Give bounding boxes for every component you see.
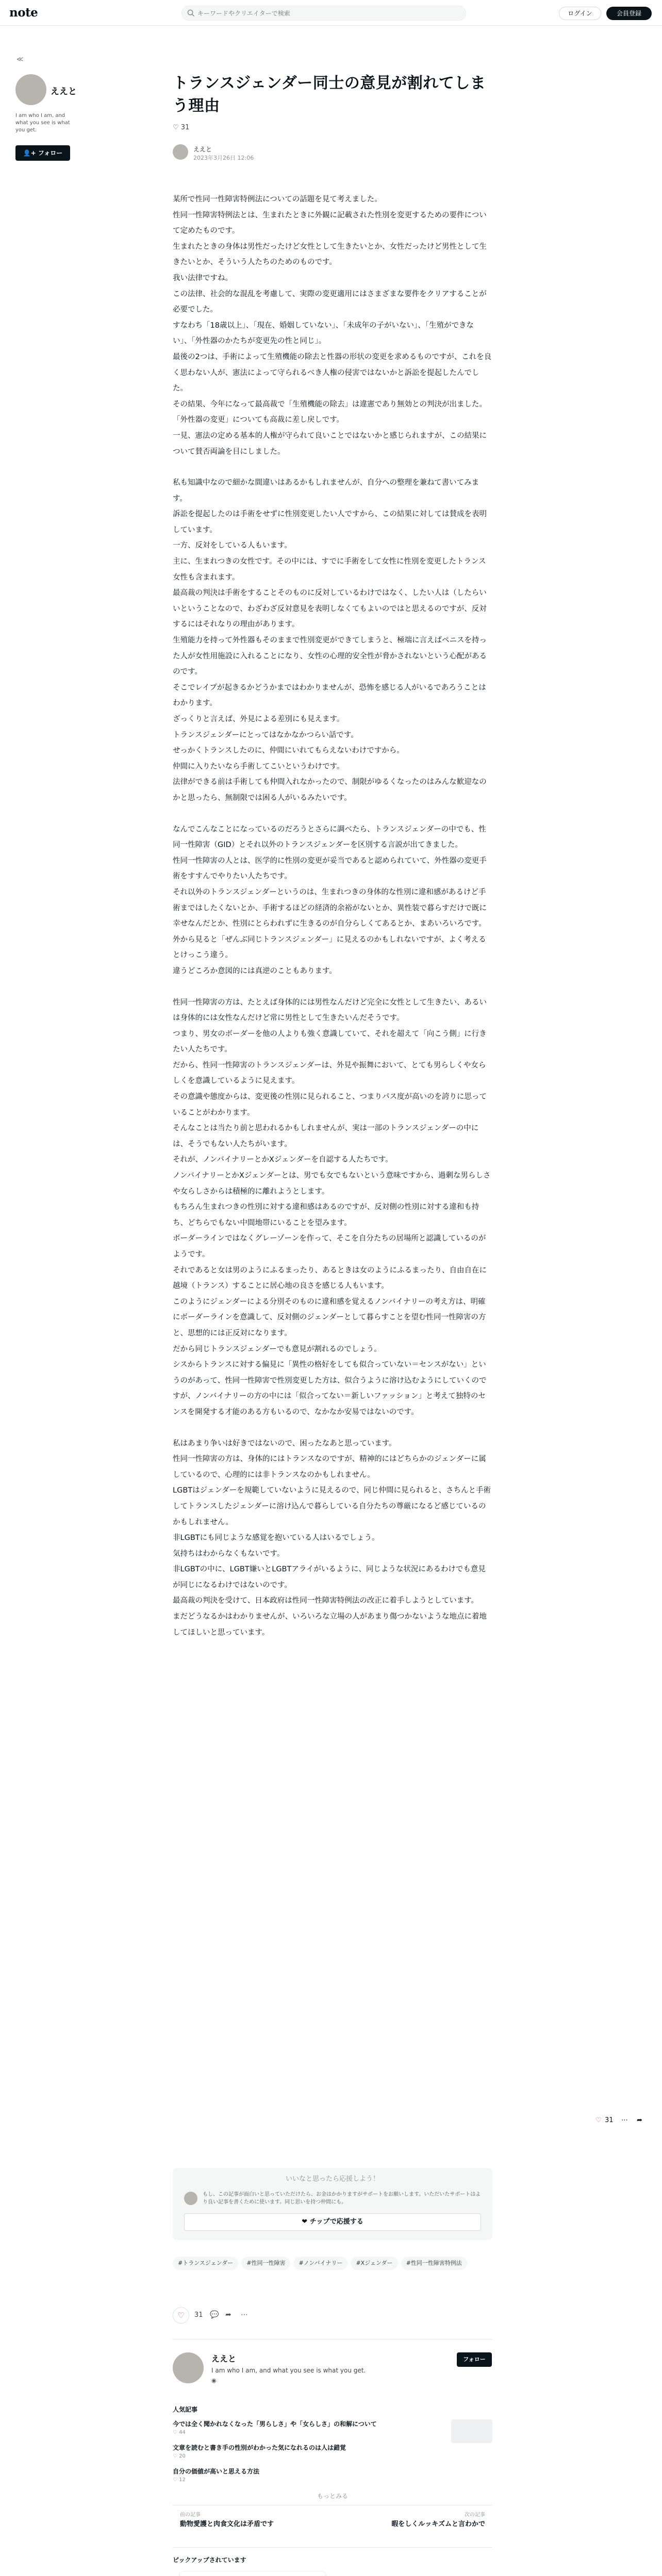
like-count: 31: [180, 124, 190, 131]
hashtag[interactable]: #ノンバイナリー: [293, 2257, 347, 2270]
author-name[interactable]: ええと: [211, 2354, 237, 2364]
hashtag-list: [173, 2257, 492, 2275]
body-paragraph: 違うどころか意図的には真逆のこともあります。: [173, 967, 337, 975]
tip-label: チップで応援する: [309, 2218, 363, 2226]
login-button[interactable]: ログイン: [559, 7, 601, 20]
magazine-heading: ピックアップされています: [173, 2556, 246, 2564]
like-count: 20: [179, 2453, 186, 2459]
body-paragraph: ボーダーラインではなくグレーゾーンを作って、そこを自分たちの居場所と認識しているのがようです。: [173, 1234, 486, 1259]
popular-heading: 人気記事: [173, 2406, 198, 2413]
avatar: [184, 2192, 197, 2205]
body-paragraph: その結果、今年になって最高裁で「生殖機能の除去」は違憲であり無効との判決が出ました。「外性器の変更」についても高裁に差し戻しです。: [173, 400, 487, 425]
body-paragraph: 性同一性障害の方は、身体的にはトランスなのですが、精神的にはどちらかのジェンダーに属しているので、心理的には非トランスなのかもしれません。: [173, 1455, 486, 1479]
body-paragraph: そこでレイプが起きるかどうかまではわかりませんが、恐怖を感じる人がいるであろうことはわかります。: [173, 683, 486, 708]
body-paragraph: 性同一性障害特例法とは、生まれたときに外観に記載された性別を変更するための要件について定めたものです。: [173, 211, 487, 235]
body-paragraph: 某所で性同一性障害特例法についての話題を見て考えました。: [173, 195, 382, 204]
hashtag[interactable]: #トランスジェンダー: [173, 2257, 238, 2270]
body-paragraph: 非LGBTの中に、LGBT嫌いとLGBTアライがいるように、同じような状況にあるわけでも意見が同じになるわけではないのです。: [173, 1565, 486, 1589]
more-link[interactable]: もっとみる: [317, 2493, 348, 2500]
publish-date: 2023年3月26日 12:06: [193, 155, 254, 161]
search-icon: [187, 9, 195, 17]
next-label: 次の記事: [465, 2512, 485, 2518]
follow-button[interactable]: [15, 145, 70, 161]
like-count-top[interactable]: [173, 124, 189, 131]
global-header: [0, 0, 662, 26]
creator-bio: I am who I am, and what you see is what you get.: [15, 113, 70, 133]
author-avatar[interactable]: [173, 2352, 204, 2383]
page-title: トランスジェンダー同士の意見が割れてしまう理由: [173, 74, 486, 115]
heart-icon: ♡: [173, 2453, 179, 2459]
popular-title: 今では全く聞かれなくなった「男らしさ」や「女らしさ」の和解について: [173, 2420, 377, 2428]
heart-icon: ♡: [173, 2430, 179, 2435]
body-paragraph: 主に、生まれつきの女性です。その中には、すでに手術をして女性に性別を変更したトランス女性も含まれます。: [173, 557, 486, 582]
heart-icon[interactable]: ♡: [173, 2307, 189, 2324]
body-paragraph: 最後の2つは、手術によって生殖機能の除去と性器の形状の変更を求めるものですが、これを良く思わない人が、憲法によって守られるべき人権の侵害ではないかと訴訟を提起したんでした。: [173, 352, 492, 393]
like-count: 31: [194, 2311, 203, 2319]
tip-icon: ❤: [302, 2218, 310, 2226]
rss-icon[interactable]: ◉: [211, 2377, 217, 2384]
popular-thumbnail: [451, 2419, 492, 2443]
body-paragraph: それが、ノンバイナリーとかXジェンダーを自認する人たちです。: [173, 1156, 393, 1164]
body-paragraph: 性同一性障害の方は、たとえば身体的には男性なんだけど完全に女性として生きたい、あるいは身体的には女性なんだけど常に男性として生きたいんだそうです。: [173, 998, 487, 1023]
body-paragraph: ノンバイナリーとかXジェンダーとは、男でも女でもないという意味ですから、過剰な男らしさや女らしさからは積極的に離れようとします。: [173, 1172, 491, 1196]
body-paragraph: せっかくトランスしたのに、仲間にいれてもらえないわけですから。: [173, 747, 404, 755]
avatar[interactable]: [15, 74, 46, 105]
search-input[interactable]: [197, 8, 455, 19]
popular-likes: [173, 2430, 186, 2435]
hashtag[interactable]: #Xジェンダー: [351, 2257, 398, 2270]
body-paragraph: この法律、社会的な混乱を考慮して、実際の変更適用にはさまざまな要件をクリアすることが必要でした。: [173, 290, 487, 314]
prev-label: 前の記事: [180, 2512, 201, 2518]
body-paragraph: シスからトランスに対する偏見に「異性の格好をしても似合っていない＝センスがない」というのがあって、性同一性障害で性別変更した方は、似合うように溶け込むようにしていくのですが、ノンバイナリーの方の中には「似合ってない＝新しいファッション」と考えて独特のセンスを開発する才能のある方もいるので、なかなか安易ではないのです。: [173, 1361, 487, 1416]
follow-label: フォロー: [38, 149, 63, 157]
popular-likes: [173, 2477, 186, 2483]
support-label: いいなと思ったら応援しよう！: [285, 2175, 379, 2183]
hashtag[interactable]: #性同一性障害: [241, 2257, 290, 2270]
body-paragraph: そんなことは当たり前と思われるかもしれませんが、実は一部のトランスジェンダーの中には、そうでもない人たちがいます。: [173, 1124, 479, 1148]
body-paragraph: 最高裁の判決を受けて、日本政府は性同一性障害特例法の改正に着手しようとしています。: [173, 1597, 479, 1605]
support-message-block: [184, 2191, 481, 2211]
tip-button[interactable]: [184, 2213, 481, 2231]
body-paragraph: もちろん生まれつきの性別に対する違和感はあるのですが、反対側の性別に対する違和も持ち、どちらでもない中間地帯にいることを望みます。: [173, 1203, 479, 1227]
body-paragraph: ざっくりと言えば、外見による差別にも見えます。: [173, 715, 344, 723]
body-paragraph: なんでこんなことになっているのだろうとさらに調べたら、トランスジェンダーの中でも、性同一性障害（GID）とそれ以外のトランスジェンダーを区別する言説が出てきました。: [173, 825, 486, 850]
paragraph-gap: [173, 806, 492, 822]
body-paragraph: 最高裁の判決は手術をすることそのものに反対しているわけではなく、したい人は（したらいいということなので、わざわざ反対意見を表明しなくてもよいのではと思えるのですが、反対するにはそれなりの理由があります。: [173, 589, 487, 629]
body-paragraph: その意識や態度からは、変更後の性別に見られること、つまりパス度が高いのを誇りに思っていることがわかります。: [173, 1093, 487, 1117]
like-count: 31: [605, 2116, 614, 2124]
body-paragraph: すなわち「18歳以上」、「現在、婚姻していない」、「未成年の子がいない」、「生殖ができない」、「外性器のかたちが変更先の性と同じ」。: [173, 321, 474, 346]
divider: [173, 2339, 492, 2340]
prev-next-nav: [173, 2510, 492, 2541]
person-plus-icon: 👤+: [23, 149, 38, 157]
more-icon[interactable]: ⋯: [621, 2116, 628, 2124]
body-paragraph: 私はあまり争いは好きではないので、困ったなあと思っています。: [173, 1439, 396, 1448]
heart-icon: ♡: [173, 124, 181, 131]
article-body: [173, 192, 492, 1640]
body-paragraph: 外から見ると「ぜんぶ同じトランスジェンダー」に見えるのかもしれないですが、よく考えるとけっこう違う。: [173, 935, 486, 960]
share-icon[interactable]: ➦: [225, 2311, 231, 2319]
signup-button[interactable]: 会員登録: [606, 7, 652, 20]
share-icon[interactable]: ➦: [637, 2116, 642, 2124]
support-message: もし、この記事が面白いと思っていただけたら、お金はかかりますがサポートをお願いします。いただいたサポートはより良い記事を書くために使います。同じ思いを持つ仲間にも。: [203, 2192, 481, 2205]
floating-actions: [595, 2116, 652, 2129]
paragraph-gap: [173, 979, 492, 995]
like-count: 44: [179, 2430, 186, 2435]
body-paragraph: LGBTはジェンダーを規範していないように見えるので、同じ仲間に見られると、さちんと手術してトランスしたジェンダーに溶け込んで暮らしている自分たちの尊厳になるど感じているのかもしれません。: [173, 1486, 491, 1527]
next-article-link[interactable]: 暇をしくルッキズムと言わかで: [391, 2520, 485, 2528]
support-box: [173, 2168, 492, 2240]
body-paragraph: トランスジェンダーにとってはなかなかつらい話です。: [173, 731, 358, 739]
body-paragraph: だから、性同一性障害のトランスジェンダーは、外見や振舞において、とても男らしくや女らしくを意識しているように見えます。: [173, 1061, 486, 1086]
body-paragraph: 私も知識中なので細かな間違いはあるかもしれませんが、自分への整理を兼ねて書いてみます。: [173, 479, 479, 503]
magazine-carousel: [173, 2572, 492, 2576]
list-item[interactable]: [173, 2467, 492, 2487]
article-actions: [173, 2307, 492, 2325]
body-paragraph: 非LGBTにも同じような感覚を抱いている人はいるでしょう。: [173, 1534, 379, 1543]
body-paragraph: このようにジェンダーによる分別そのものに違和感を覚えるノンバイナリーの考え方は、明確にボーダーラインを意識して、反対側のジェンダーとして暮らすことを望む性同一性障害の方と、思想的には正反対になります。: [173, 1297, 486, 1337]
popular-likes: [173, 2453, 186, 2459]
body-paragraph: 我い法律ですね。: [173, 274, 233, 282]
body-paragraph: 一見、憲法の定める基本的人権が守られて良いことではないかと感じられますが、この結果について賛否両論を目にしました。: [173, 431, 487, 456]
body-paragraph: 法律ができる前は手術しても仲間入れなかったので、制限がゆるくなったのはみんな歓迎なのかと思ったら、無制限では困る人がいるみたいです。: [173, 778, 487, 802]
author-bio: I am who I am, and what you see is what you get.: [211, 2367, 366, 2374]
list-item[interactable]: [173, 2443, 492, 2464]
paragraph-gap: [173, 1420, 492, 1436]
body-paragraph: だから同じトランスジェンダーでも意見が割れるのでしょう。: [173, 1345, 382, 1353]
list-item[interactable]: [173, 2419, 492, 2440]
body-paragraph: 一方、反対をしている人もいます。: [173, 541, 292, 550]
note-logo[interactable]: note: [9, 6, 38, 20]
body-paragraph: つまり、男女のボーダーを他の人よりも強く意識していて、それを超えて「向こう側」に行きたい人たちです。: [173, 1029, 487, 1054]
body-paragraph: 仲間に入りたいなら手術してこいというわけです。: [173, 762, 344, 771]
article-header: [173, 72, 492, 117]
magazine-card[interactable]: [180, 2572, 325, 2576]
heart-icon: ♡: [173, 2477, 179, 2483]
paragraph-gap: [173, 460, 492, 475]
body-paragraph: 気持ちはわからなくもないです。: [173, 1549, 285, 1558]
comment-icon[interactable]: 💬: [210, 2311, 219, 2319]
heart-icon[interactable]: ♡: [595, 2116, 602, 2124]
body-paragraph: 性同一性障害の人とは、医学的に性別の変更が妥当であると認められていて、外性器の変更手術をすすんでやりたい人たちです。: [173, 856, 487, 881]
hashtag[interactable]: #性同一性障害特例法: [401, 2257, 467, 2270]
back-link[interactable]: ≪: [16, 56, 24, 63]
prev-article-link[interactable]: 動物愛護と肉食文化は矛盾です: [180, 2520, 274, 2528]
more-icon[interactable]: ⋯: [241, 2311, 248, 2319]
like-count: 12: [179, 2477, 186, 2483]
follow-button[interactable]: フォロー: [457, 2352, 492, 2367]
author-avatar[interactable]: [173, 144, 188, 160]
body-paragraph: 訴訟を提起したのは手術をせずに性別変更したい人ですから、この結果に対しては賛成を表明しています。: [173, 510, 487, 534]
body-paragraph: まだどうなるかはわかりませんが、いろいろな立場の人があまり傷つかないような地点に着地してほしいと思っています。: [173, 1613, 487, 1637]
popular-title: 自分の価値が高いと思える方法: [173, 2468, 260, 2475]
body-paragraph: それであると女は男のようにふるまったり、あるときは女のようにふるまったり、自由自在に越境（トランス）することに居心地の良さを感じる人もいます。: [173, 1266, 487, 1291]
author-row: [173, 143, 327, 164]
creator-name[interactable]: ええと: [51, 87, 77, 97]
author-name[interactable]: ええと: [193, 146, 212, 153]
popular-title: 文章を読むと書き手の性別がわかった気になれるのは人は錯覚: [173, 2444, 346, 2451]
body-paragraph: 生まれたときの身体は男性だったけど女性として生きたいとか、女性だったけど男性として生きたいとか、そういう人たちのためのものです。: [173, 242, 487, 267]
body-paragraph: 生殖能力を持って外性器もそのままで性別変更ができてしまうと、極端に言えばペニスを持った人が女性用施設に入れることになり、女性の心理的安全性が脅かされないという心配があるのです。: [173, 636, 487, 676]
divider: [173, 2547, 492, 2548]
search-box[interactable]: [181, 6, 466, 21]
body-paragraph: それ以外のトランスジェンダーというのは、生まれつきの身体的な性別に違和感があるけど手術まではしたくないとか、手術するほどの経済的余裕がないとか、異性装で暮らすだけで既に幸せなんだとか、性別にとらわれずに生きるのが自分らしくてあるとか、まあいろいろです。: [173, 888, 487, 928]
